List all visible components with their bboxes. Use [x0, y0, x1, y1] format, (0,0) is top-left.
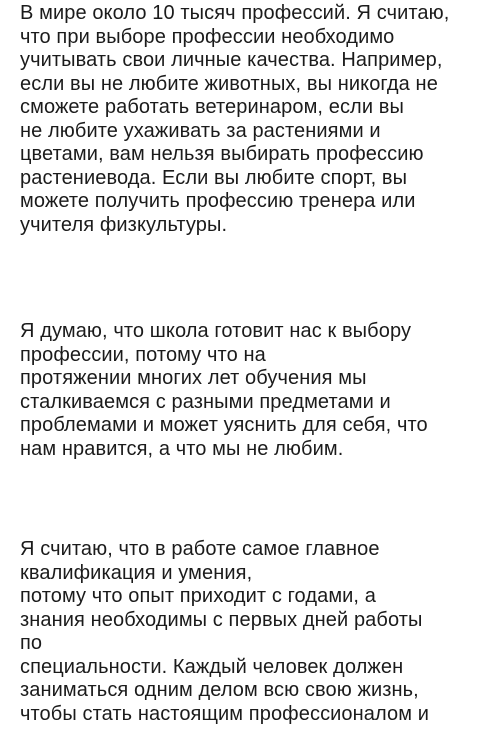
text-line: В мире около 10 тысяч профессий. Я считаю, — [20, 2, 450, 24]
text-line: специальности. Каждый человек должен — [20, 655, 404, 678]
text-line: квалификация и умения, — [20, 561, 253, 584]
text-line: протяжении многих лет обучения мы — [20, 367, 367, 389]
text-line: растениевода. Если вы любите спорт, вы — [20, 166, 408, 189]
text-line: потому что опыт приходит с годами, а — [20, 585, 376, 607]
text-line: Я считаю, что в работе самое главное — [20, 538, 380, 560]
text-line: Я думаю, что школа готовит нас к выбору — [20, 320, 412, 342]
text-line: по — [20, 632, 43, 654]
paragraph-3 — [20, 538, 429, 726]
text-line: учитывать свои личные качества. Например, — [20, 49, 443, 71]
text-line: сталкиваемся с разными предметами и — [20, 390, 391, 413]
text-line: что при выборе профессии необходимо — [20, 25, 395, 48]
paragraph-1 — [20, 2, 449, 237]
text-line: проблемами и может уяснить для себя, что — [20, 414, 428, 436]
text-line: профессии, потому что на — [20, 343, 266, 366]
text-line: если вы не любите животных, вы никогда не — [20, 72, 438, 95]
text-line: учителя физкультуры. — [20, 213, 228, 236]
text-line: заниматься одним делом всю свою жизнь, — [20, 679, 419, 701]
text-line: не любите ухаживать за растениями и — [20, 119, 381, 142]
text-line: нам нравится, а что мы не любим. — [20, 437, 344, 460]
paragraph-2 — [20, 320, 428, 461]
text-line: сможете работать ветеринаром, если вы — [20, 96, 404, 118]
text-line: можете получить профессию тренера или — [20, 190, 416, 212]
text-line: знания необходимы с первых дней работы — [20, 608, 423, 631]
text-line: цветами, вам нельзя выбирать профессию — [20, 143, 424, 165]
text-line: чтобы стать настоящим профессионалом и — [20, 702, 430, 725]
